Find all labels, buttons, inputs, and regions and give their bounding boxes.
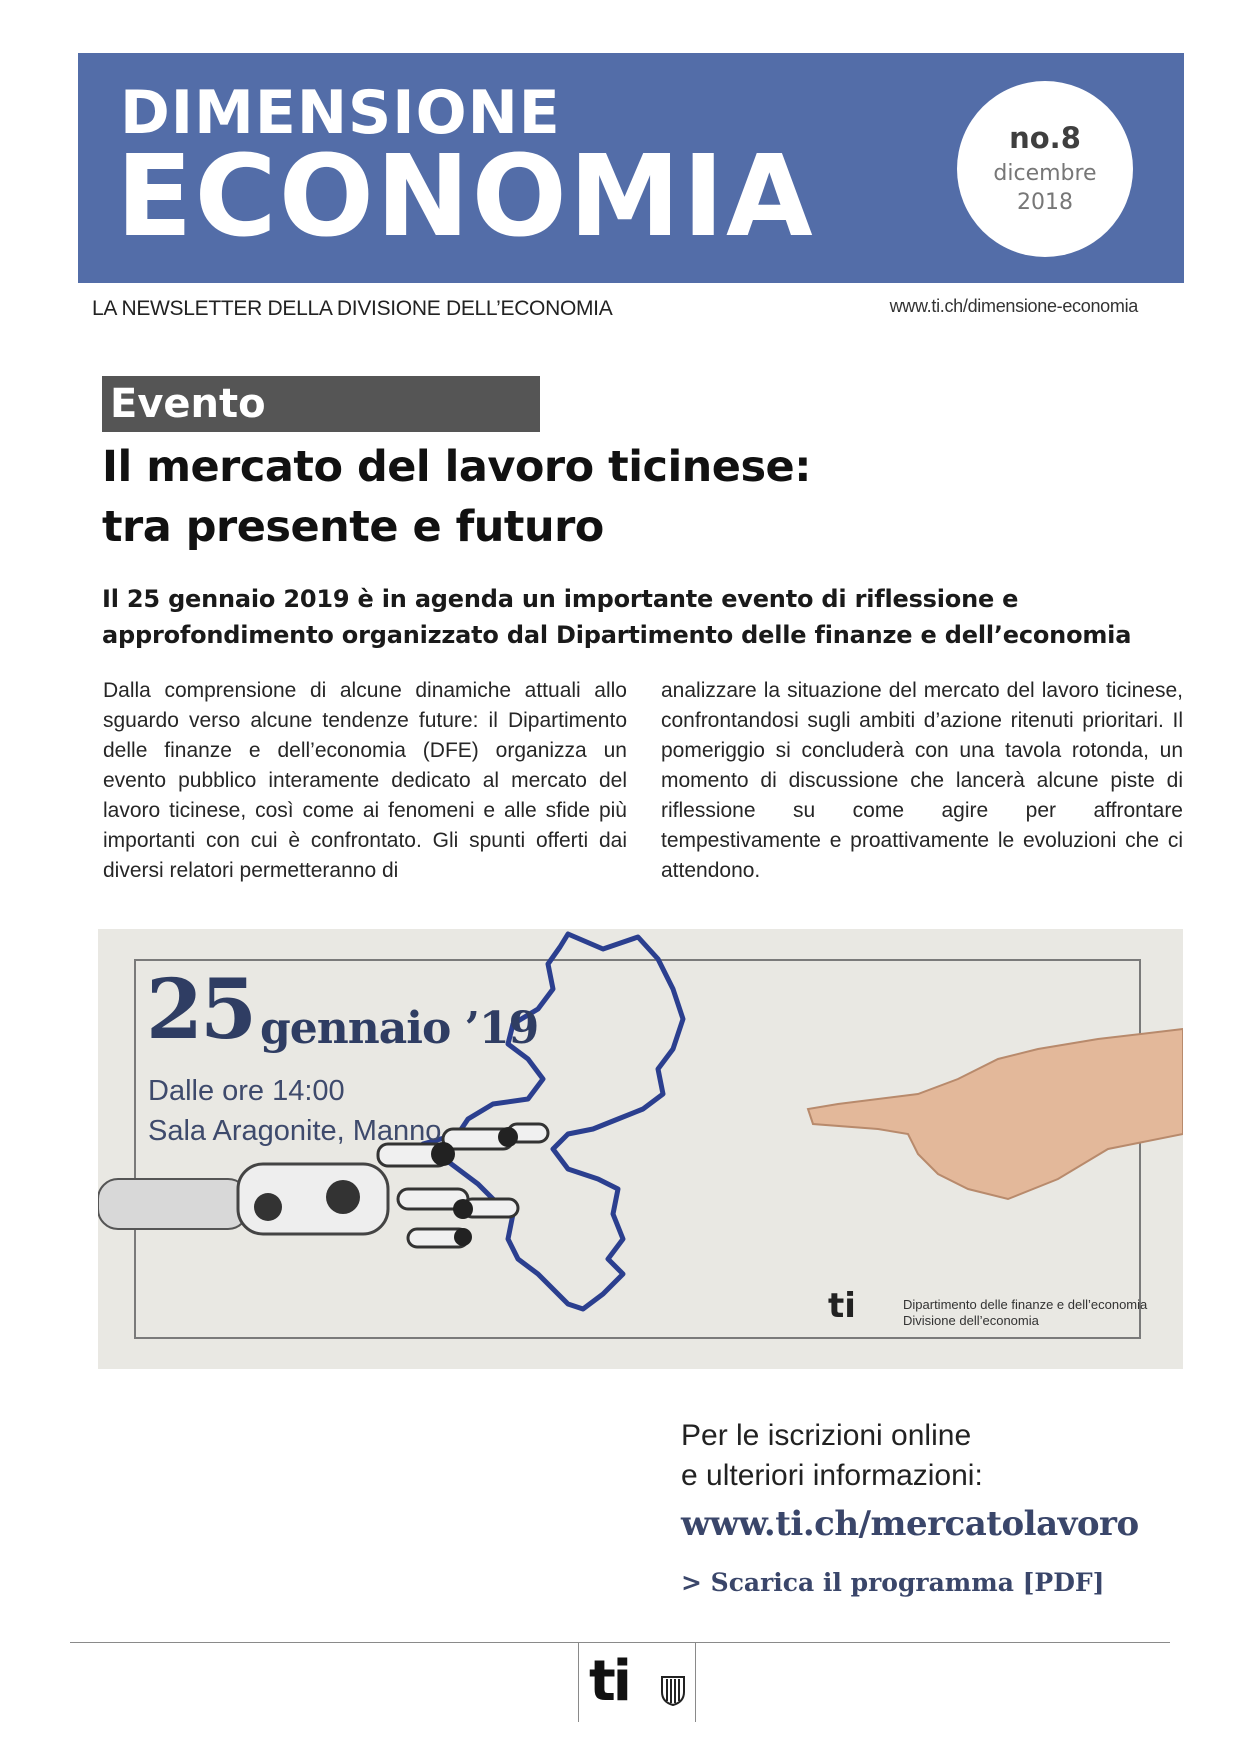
issue-month: dicembre — [993, 161, 1097, 186]
newsletter-url-link[interactable]: www.ti.ch/dimensione-economia — [889, 296, 1138, 316]
headline-line2: tra presente e futuro — [102, 502, 604, 552]
subhead-line1: Il 25 gennaio 2019 è in agenda un importante evento di riflessione e — [102, 585, 1019, 613]
subhead-line2: approfondimento organizzato dal Dipartimento delle finanze e dell’economia — [102, 621, 1132, 649]
canton-shield-icon — [661, 1676, 685, 1706]
section-tag: Evento — [102, 376, 540, 432]
article-body-left: Dalla comprensione di alcune dinamiche attuali allo sguardo verso alcune tendenze future: il Dipartimento delle finanze e dell’economia (DFE) organizza un evento pubblico interamente dedicato al mercato del lavoro ticinese, così come ai fenomeni e alle sfide più importanti con cui è confrontato. Gli spunti offerti dai diversi relatori permetteranno di — [103, 679, 627, 882]
banner-dept-line1: Dipartimento delle finanze e dell’economia — [903, 1297, 1148, 1312]
event-month-year: gennaio ’19 — [260, 1003, 539, 1054]
masthead-title-line1: DIMENSIONE — [120, 78, 561, 148]
banner-dept-line2: Divisione dell’economia — [903, 1313, 1039, 1328]
cta-line1: Per le iscrizioni online — [681, 1419, 972, 1452]
issue-number: no.8 — [1009, 121, 1081, 155]
event-day: 25 — [146, 962, 255, 1058]
footer-ti-text: ti — [589, 1649, 629, 1714]
masthead — [78, 53, 1184, 283]
registration-cta — [681, 1416, 1181, 1597]
footer-logo — [578, 1642, 696, 1722]
issue-year: 2018 — [1017, 190, 1073, 215]
article-headline — [102, 437, 811, 557]
newsletter-tagline: LA NEWSLETTER DELLA DIVISIONE DELL’ECONOMIA — [92, 297, 613, 320]
human-hand-illustration — [808, 1029, 1183, 1199]
article-body-right: analizzare la situazione del mercato del lavoro ticinese, confrontandosi sugli ambiti d’azione ritenuti prioritari. Il pomeriggio si concluderà con una tavola rotonda, un momento di discussione che lancerà alcune piste di riflessione su come agire per affrontare tempestivamente e proattivamente le evoluzioni che ci attendono. — [661, 679, 1183, 882]
cta-line2: e ulteriori informazioni: — [681, 1459, 983, 1492]
event-banner — [98, 929, 1183, 1369]
registration-url-link[interactable]: www.ti.ch/mercatolavoro — [681, 1504, 1139, 1544]
event-time: Dalle ore 14:00 — [148, 1075, 345, 1107]
issue-badge — [957, 81, 1133, 257]
event-place: Sala Aragonite, Manno — [148, 1115, 442, 1147]
headline-line1: Il mercato del lavoro ticinese: — [102, 442, 811, 492]
masthead-title-line2: ECONOMIA — [116, 132, 815, 262]
article-subhead — [102, 581, 1132, 653]
ticino-map-outline — [423, 934, 683, 1309]
download-program-link[interactable]: > Scarica il programma [PDF] — [681, 1568, 1105, 1597]
banner-ti-logo: ti — [828, 1286, 856, 1326]
banner-department — [903, 1297, 1147, 1329]
